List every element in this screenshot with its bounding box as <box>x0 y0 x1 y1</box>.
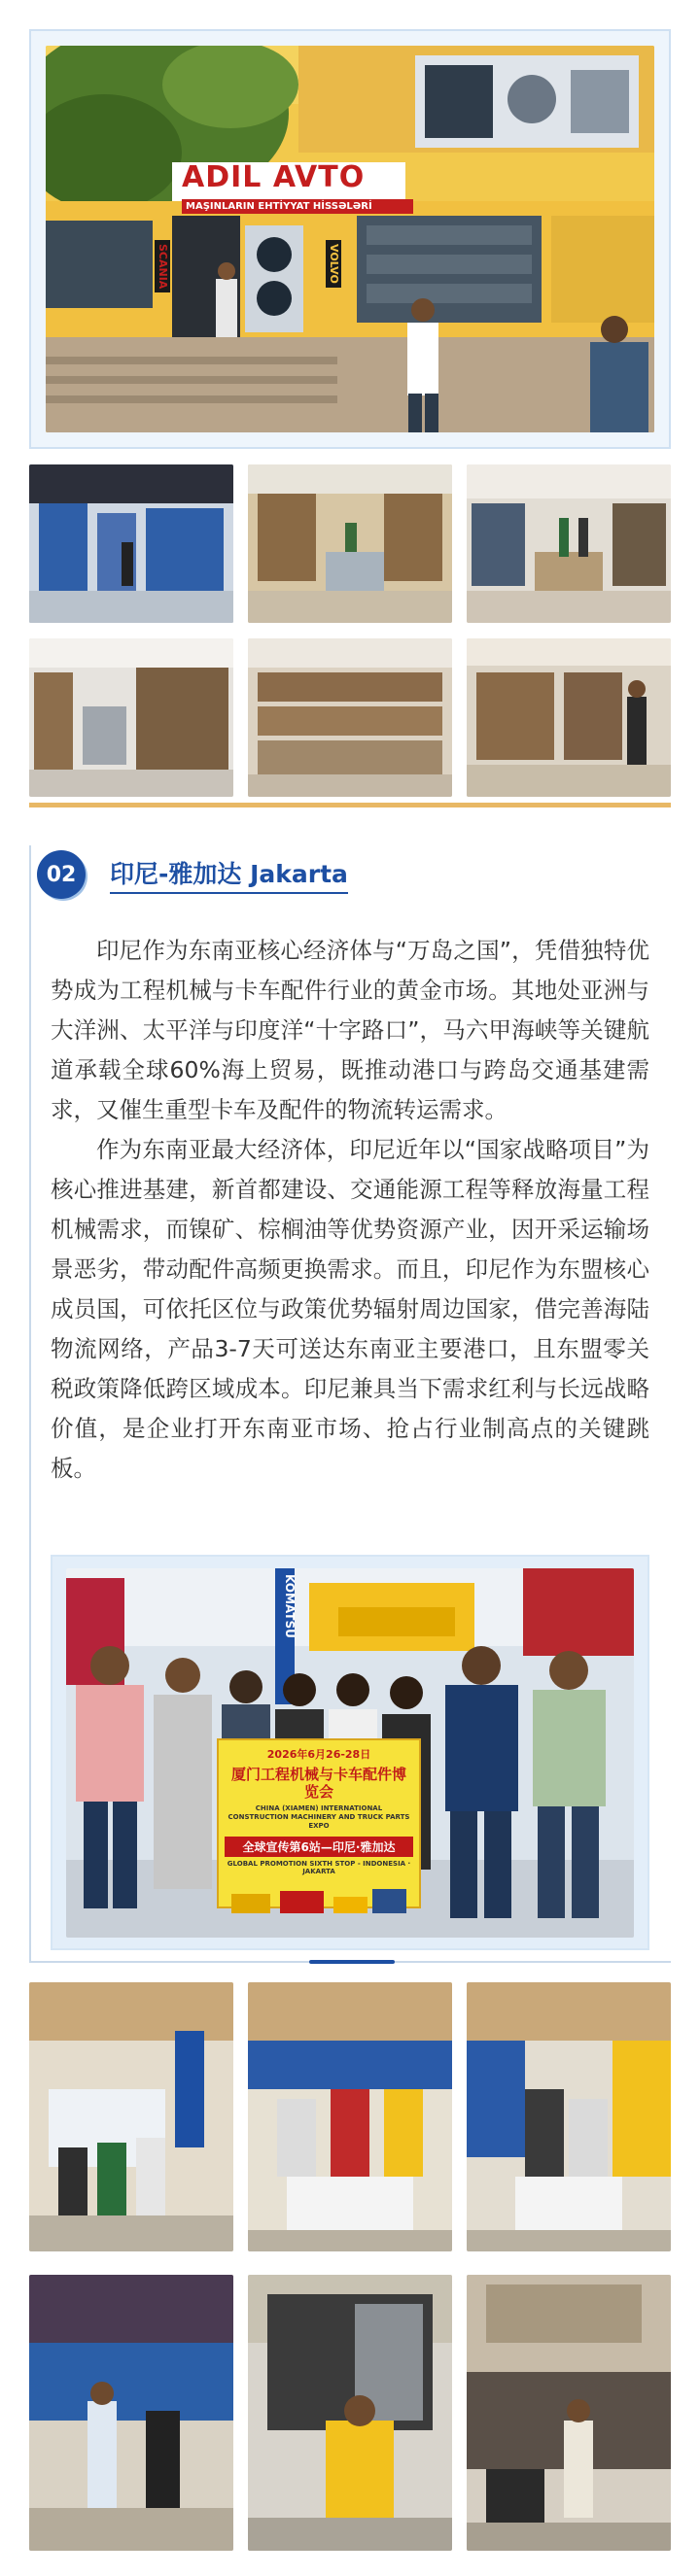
expo-photo-6 <box>467 2275 671 2551</box>
group-photo <box>66 1568 634 1938</box>
expo-photo-4 <box>29 2275 233 2551</box>
expo-banner-promo-en: GLOBAL PROMOTION SIXTH STOP - INDONESIA · JAKARTA <box>227 1860 411 1875</box>
expo-photo-5 <box>248 2275 452 2551</box>
expo-banner-promo: 全球宣传第6站—印尼·雅加达 <box>225 1837 413 1857</box>
expo-photo-3 <box>467 1982 671 2251</box>
expo-banner-english: CHINA (XIAMEN) INTERNATIONAL CONSTRUCTION MACHINERY AND TRUCK PARTS EXPO <box>228 1804 410 1830</box>
expo-photo-1 <box>29 1982 233 2251</box>
section-title: 印尼-雅加达 Jakarta <box>110 857 348 894</box>
storefront-illustration <box>46 46 654 432</box>
banner-machines-illustration <box>227 1879 411 1918</box>
storefront-sign-subtitle: MAŞINLARIN EHTİYYAT HİSSƏLƏRİ <box>182 199 413 214</box>
section-left-rule <box>29 845 31 1963</box>
interior-photo-4 <box>29 638 233 797</box>
section-bottom-accent <box>309 1960 395 1964</box>
booth-brand-sign: KOMATSU <box>283 1574 297 1638</box>
interior-photo-2 <box>248 464 452 623</box>
section-body <box>51 931 649 1489</box>
storefront-photo <box>46 46 654 432</box>
expo-photo-2 <box>248 1982 452 2251</box>
expo-banner <box>217 1738 421 1908</box>
interior-photo-3 <box>467 464 671 623</box>
expo-banner-title: 厦门工程机械与卡车配件博览会 <box>230 1766 406 1801</box>
interior-photo-1 <box>29 464 233 623</box>
expo-banner-date: 2026年6月26-28日 <box>266 1748 371 1761</box>
interior-photo-5 <box>248 638 452 797</box>
section-number-badge: 02 <box>37 850 86 899</box>
gold-divider-top <box>29 803 671 807</box>
paragraph-1: 印尼作为东南亚核心经济体与“万岛之国”，凭借独特优势成为工程机械与卡车配件行业的黄金市场。其地处亚洲与大洋洲、太平洋与印度洋“十字路口”，马六甲海峡等关键航道承载全球60%海上贸易，既推动港口与跨岛交通基建需求，又催生重型卡车及配件的物流转运需求。 <box>51 937 649 1123</box>
side-sign-right: VOLVO <box>326 240 341 288</box>
paragraph-2: 作为东南亚最大经济体，印尼近年以“国家战略项目”为核心推进基建，新首都建设、交通能源工程等释放海量工程机械需求，而镍矿、棕榈油等优势资源产业，因开采运输场景恶劣，带动配件高频更换需求。而且，印尼作为东盟核心成员国，可依托区位与政策优势辐射周边国家，借完善海陆物流网络，产品3-7天可送达东南亚主要港口，且东盟零关税政策降低跨区域成本。印尼兼具当下需求红利与长远战略价值，是企业打开东南亚市场、抢占行业制高点的关键跳板。 <box>51 1136 649 1482</box>
storefront-sign-brand: ADIL AVTO <box>182 160 366 194</box>
interior-photo-6 <box>467 638 671 797</box>
side-sign-left: SCANIA <box>155 240 170 292</box>
